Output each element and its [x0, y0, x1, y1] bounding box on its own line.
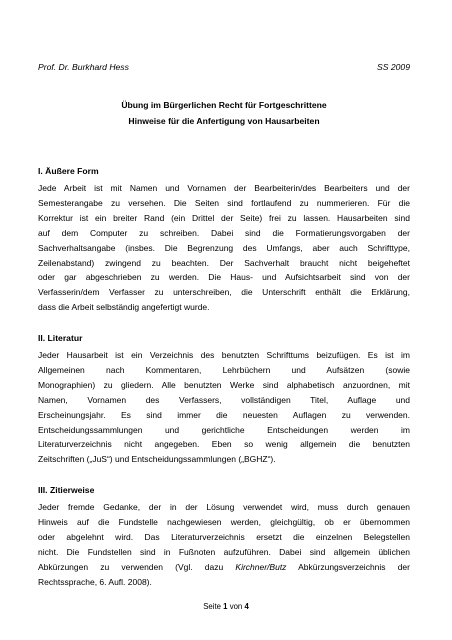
paragraph-line: oder abgelehnt wird. Das Literaturverzeichnis ersetzt die einzelnen Belegstellen: [38, 531, 410, 542]
page-header: [38, 62, 410, 72]
header-author: Prof. Dr. Burkhard Hess: [38, 62, 129, 72]
paragraph-line: Hinweis auf die Fundstelle nachgewiesen werden, gleichgültig, ob er übernommen: [38, 516, 410, 527]
paragraph-line: Jeder Hausarbeit ist ein Verzeichnis des benutzten Schrifttums beizufügen. Es ist im: [38, 350, 410, 360]
section-heading: I. Äußere Form: [38, 166, 99, 176]
paragraph-line: Abkürzungen zu verwenden (Vgl. dazu Kirchner/Butz Abkürzungsverzeichnis der: [38, 561, 410, 572]
section-heading: II. Literatur: [38, 333, 83, 343]
paragraph-line: nicht. Die Fundstellen sind in Fußnoten aufzuführen. Dabei sind allgemein üblichen: [38, 546, 410, 557]
paragraph-line: Jede Arbeit ist mit Namen und Vornamen der Bearbeiterin/des Bearbeiters und der: [38, 183, 410, 193]
paragraph-line: Korrektur ist ein breiter Rand (ein Drittel der Seite) frei zu lassen. Hausarbeiten sind: [38, 212, 410, 223]
paragraph-line: oder gar abgeschrieben zu werden. Die Haus- und Aufsichtsarbeit sind von der: [38, 272, 410, 283]
paragraph-line: Semesterangabe zu versehen. Die Seiten sind fortlaufend zu nummerieren. Für die: [38, 197, 410, 208]
current-page: 1: [223, 602, 228, 611]
paragraph-line: Zeilenabstand) zwingend zu beachten. Der Sachverhalt braucht nicht beigeheftet: [38, 257, 410, 268]
section-paragraph: [38, 181, 410, 315]
paragraph-line: Monographien) zu gliedern. Alle benutzten Werke sind alphabetisch anzuordnen, mit: [38, 379, 410, 390]
paragraph-line: auf dem Computer zu schreiben. Dabei sind die Formatierungsvorgaben der: [38, 227, 410, 238]
paragraph-line: Sachverhaltsangabe (insbes. Die Begrenzung des Umfangs, aber auch Schrifttype,: [38, 242, 410, 253]
paragraph-line: Rechtssprache, 6. Aufl. 2008).: [38, 576, 152, 587]
document-subtitle: Hinweise für die Anfertigung von Hausarbeiten: [128, 116, 320, 126]
paragraph-line: dass die Arbeit selbständig angefertigt wurde.: [38, 302, 210, 313]
document-title: Übung im Bürgerlichen Recht für Fortgeschrittene: [121, 100, 327, 110]
section-paragraph: [38, 348, 410, 467]
section-heading: III. Zitierweise: [38, 485, 95, 495]
page-label: Seite: [203, 602, 221, 611]
page-number: [0, 602, 452, 611]
paragraph-line: Erscheinungsjahr. Es sind immer die neuesten Auflagen zu verwenden.: [38, 409, 410, 420]
paragraph-line: Literaturverzeichnis nicht angegeben. Eben so wenig allgemein die benutzten: [38, 439, 410, 450]
section-paragraph: [38, 500, 410, 589]
paragraph-line: Jeder fremde Gedanke, der in der Lösung verwendet wird, muss durch genauen: [38, 502, 410, 512]
paragraph-line: Zeitschriften („JuS“) und Entscheidungssammlungen („BGHZ“).: [38, 454, 276, 465]
header-semester: SS 2009: [377, 62, 410, 72]
paragraph-line: Allgemeinen nach Kommentaren, Lehrbüchern und Aufsätzen (sowie: [38, 364, 410, 375]
page-of-label: von: [229, 602, 243, 611]
paragraph-line: Namen, Vornamen des Verfassers, vollständigen Titel, Auflage und: [38, 394, 410, 405]
total-pages: 4: [244, 602, 249, 611]
paragraph-line: Verfasserin/dem Verfasser zu unterschreiben, die Unterschrift enthält die Erklärung,: [38, 287, 410, 298]
paragraph-line: Entscheidungssammlungen und gerichtliche Entscheidungen werden im: [38, 424, 410, 435]
cited-authors: Kirchner/Butz: [235, 561, 287, 572]
